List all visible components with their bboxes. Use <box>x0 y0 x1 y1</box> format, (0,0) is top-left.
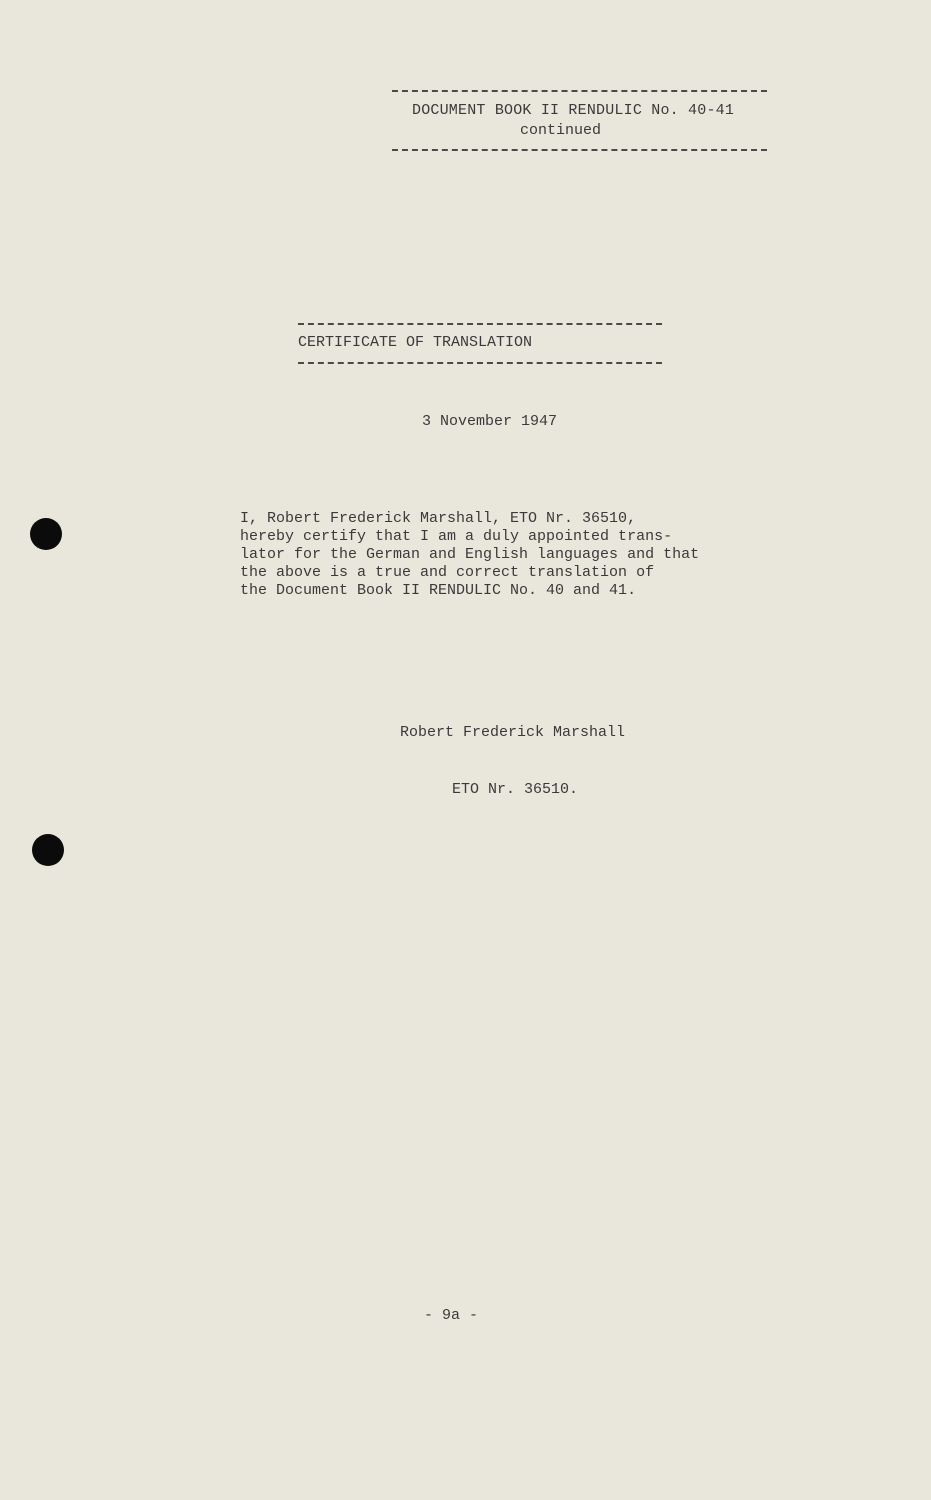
title-bottom-rule <box>298 362 662 364</box>
body-line: lator for the German and English languages and that <box>240 546 700 563</box>
title-top-rule <box>298 323 662 325</box>
document-header <box>392 90 767 152</box>
body-line: hereby certify that I am a duly appointed trans- <box>240 528 673 545</box>
translator-signature: Robert Frederick Marshall <box>400 724 626 741</box>
body-line: I, Robert Frederick Marshall, ETO Nr. 36510, <box>240 510 637 527</box>
punch-hole-bottom <box>32 834 64 866</box>
page-number: - 9a - <box>424 1307 479 1324</box>
header-continued-label: continued <box>520 122 602 139</box>
certificate-date: 3 November 1947 <box>422 413 558 430</box>
header-top-rule <box>392 90 767 92</box>
header-bottom-rule <box>392 149 767 151</box>
header-document-reference: DOCUMENT BOOK II RENDULIC No. 40-41 <box>412 102 735 119</box>
body-line: the Document Book II RENDULIC No. 40 and 41. <box>240 582 637 599</box>
certificate-title: CERTIFICATE OF TRANSLATION <box>298 334 533 351</box>
punch-hole-top <box>30 518 62 550</box>
body-line: the above is a true and correct translation of <box>240 564 655 581</box>
certificate-body <box>240 510 740 600</box>
translator-eto-number: ETO Nr. 36510. <box>452 781 579 798</box>
